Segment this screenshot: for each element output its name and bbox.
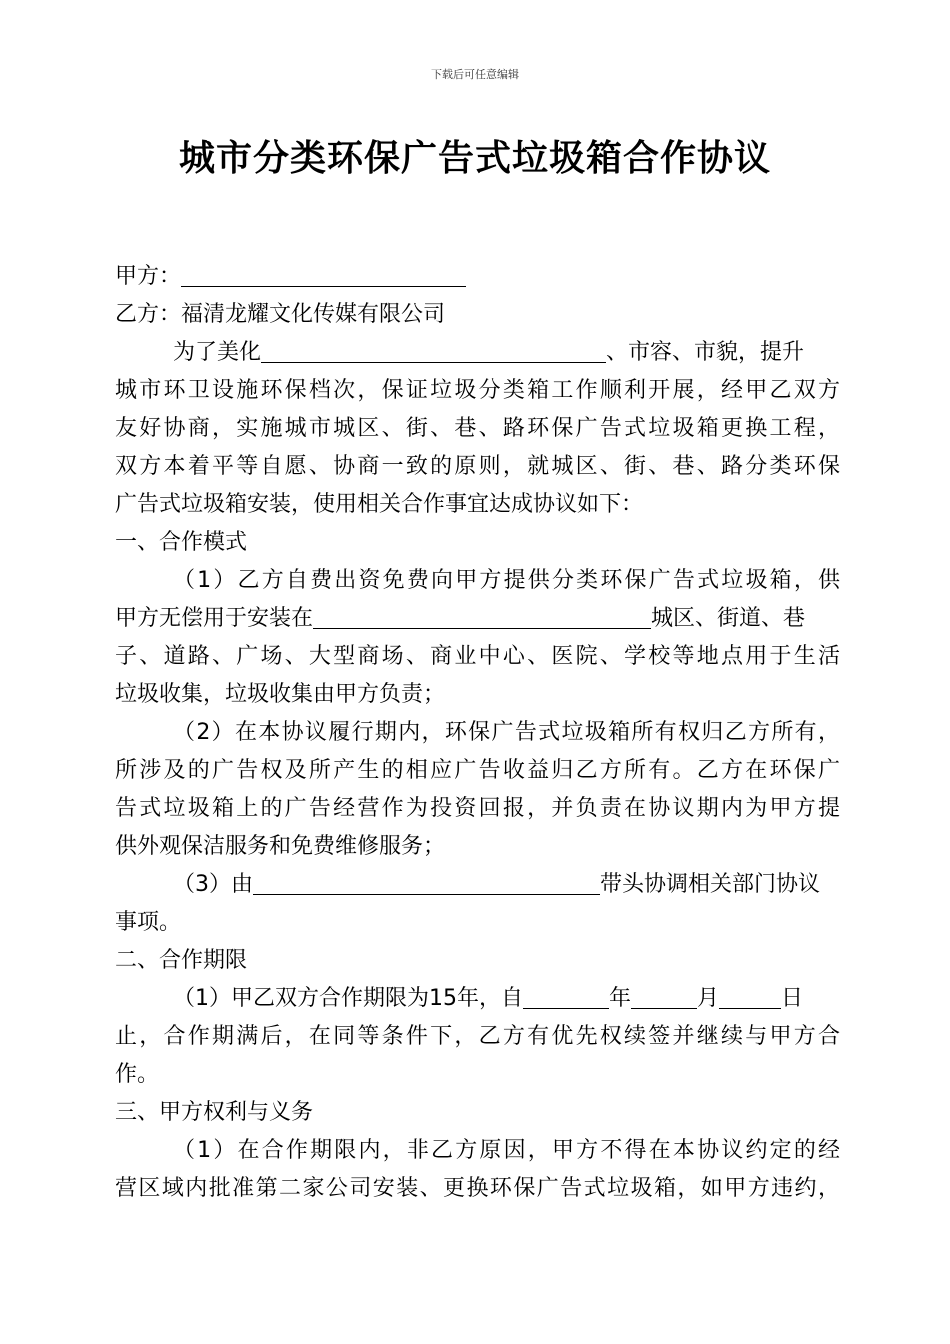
coordinator-blank[interactable] [253, 868, 600, 895]
section-2-heading: 二、合作期限 [115, 948, 248, 973]
s1-p2-line-2: 所涉及的广告权及所产生的相应广告收益归乙方所有。乙方在环保广 [115, 758, 840, 783]
s1-p1-line-2: 甲方无偿用于安装在 城区、街道、巷 [115, 600, 840, 638]
party-a-label: 甲方： [115, 264, 182, 289]
start-year-blank[interactable] [523, 982, 609, 1009]
s1-p2-line-4: 供外观保洁服务和免费维修服务； [115, 834, 446, 859]
s1-p1-line-4: 垃圾收集，垃圾收集由甲方负责； [115, 682, 446, 707]
s1-p2-line-3: 告式垃圾箱上的广告经营作为投资回报，并负责在协议期内为甲方提 [115, 796, 840, 821]
intro-line-4: 双方本着平等自愿、协商一致的原则，就城区、街、巷、路分类环保 [115, 454, 840, 479]
s3-p1-line-2: 营区域内批准第二家公司安装、更换环保广告式垃圾箱，如甲方违约， [115, 1176, 840, 1201]
intro-line-1: 为了美化 、市容、市貌，提升 [115, 334, 840, 372]
party-a-blank[interactable] [181, 260, 466, 287]
s2-p1-line-1: （1）甲乙双方合作期限为15年，自 年 月 日 [115, 980, 840, 1018]
s1-p3-line-2: 事项。 [115, 910, 182, 935]
s1-p3-line-1: （3）由 带头协调相关部门协议 [115, 866, 840, 904]
document-title: 城市分类环保广告式垃圾箱合作协议 [178, 138, 771, 179]
section-3-heading: 三、甲方权利与义务 [115, 1100, 314, 1125]
s3-p1-line-1: （1）在合作期限内，非乙方原因，甲方不得在本协议约定的经 [173, 1138, 840, 1163]
start-day-blank[interactable] [719, 982, 781, 1009]
intro-line-5: 广告式垃圾箱安装，使用相关合作事宜达成协议如下： [115, 492, 644, 517]
s1-p1-line-1: （1）乙方自费出资免费向甲方提供分类环保广告式垃圾箱，供 [173, 568, 840, 593]
s1-p2-line-1: （2）在本协议履行期内，环保广告式垃圾箱所有权归乙方所有， [173, 720, 840, 745]
agreement-body [115, 258, 840, 1208]
start-month-blank[interactable] [631, 982, 697, 1009]
intro-line-3: 友好协商，实施城市城区、街、巷、路环保广告式垃圾箱更换工程， [115, 416, 840, 441]
s1-p1-line-3: 子、道路、广场、大型商场、商业中心、医院、学校等地点用于生活 [115, 644, 840, 669]
s2-p1-line-2: 止，合作期满后，在同等条件下，乙方有优先权续签并继续与甲方合 [115, 1024, 840, 1049]
party-a-line [115, 258, 840, 296]
beautify-blank[interactable] [261, 336, 606, 363]
intro-line-2: 城市环卫设施环保档次，保证垃圾分类箱工作顺利开展，经甲乙双方 [115, 378, 840, 403]
section-1-heading: 一、合作模式 [115, 530, 248, 555]
header-note: 下载后可任意编辑 [431, 68, 519, 81]
install-location-blank[interactable] [313, 602, 651, 629]
s2-p1-line-3: 作。 [115, 1062, 160, 1087]
party-b-line: 乙方：福清龙耀文化传媒有限公司 [115, 302, 446, 327]
